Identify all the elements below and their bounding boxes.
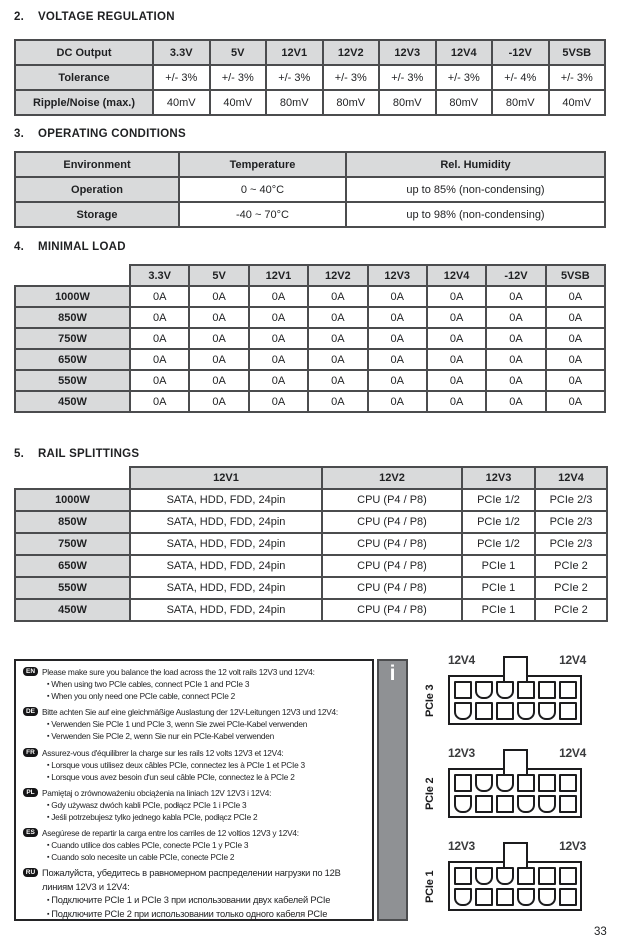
connector-name: PCIe 3 bbox=[424, 684, 436, 717]
balance-note-box bbox=[14, 659, 374, 921]
pin-rounded-icon bbox=[496, 867, 514, 885]
row-label: 750W bbox=[15, 533, 130, 555]
note-heading: Pamiętaj o zrównoważeniu obciążenia na liniach 12V 12V3 i 12V4: bbox=[42, 787, 272, 798]
note-bullet bbox=[47, 759, 367, 771]
bullet-text: Gdy używasz dwóch kabli PCIe, podłącz PCIe 1 i PCIe 3 bbox=[51, 799, 247, 810]
pin-rounded-icon bbox=[517, 888, 535, 906]
table-cell: 0A bbox=[546, 349, 605, 370]
note-bullet bbox=[47, 894, 367, 907]
table-cell: 0A bbox=[546, 286, 605, 307]
note-item bbox=[23, 827, 367, 863]
pin-square-icon bbox=[517, 681, 535, 699]
table-cell: 40mV bbox=[549, 90, 606, 115]
note-body bbox=[42, 747, 367, 783]
table-cell: 0A bbox=[130, 286, 189, 307]
table-cell: SATA, HDD, FDD, 24pin bbox=[130, 555, 322, 577]
table-cell: 0A bbox=[249, 286, 308, 307]
row-label: Ripple/Noise (max.) bbox=[15, 90, 153, 115]
note-bullet bbox=[47, 771, 367, 783]
pcie-connector-diagram bbox=[421, 654, 611, 725]
connector-diagrams bbox=[421, 654, 611, 933]
section-heading-rail-splittings bbox=[14, 447, 139, 461]
table-cell: SATA, HDD, FDD, 24pin bbox=[130, 599, 322, 621]
table-cell: 0 ~ 40°C bbox=[179, 177, 346, 202]
pin-square-icon bbox=[559, 702, 577, 720]
note-body bbox=[42, 706, 367, 742]
column-header: 3.3V bbox=[153, 40, 210, 65]
table-cell: 0A bbox=[189, 370, 248, 391]
pin-square-icon bbox=[517, 774, 535, 792]
note-bullet bbox=[47, 678, 367, 690]
section-title: VOLTAGE REGULATION bbox=[38, 11, 175, 23]
column-header: 3.3V bbox=[130, 265, 189, 286]
table-cell: PCIe 2/3 bbox=[535, 511, 607, 533]
table-cell: 80mV bbox=[323, 90, 380, 115]
note-heading: Asegúrese de repartir la carga entre los carriles de 12 voltios 12V3 y 12V4: bbox=[42, 828, 299, 839]
table-cell: SATA, HDD, FDD, 24pin bbox=[130, 511, 322, 533]
table-cell: 0A bbox=[130, 349, 189, 370]
column-header: 12V4 bbox=[535, 467, 607, 489]
pin-square-icon bbox=[538, 774, 556, 792]
column-header: 5VSB bbox=[549, 40, 606, 65]
table-cell: 0A bbox=[189, 286, 248, 307]
connector-outline bbox=[448, 675, 582, 725]
connector-name: PCIe 1 bbox=[424, 870, 436, 903]
table-cell: 0A bbox=[308, 391, 367, 412]
table-cell: 0A bbox=[427, 349, 486, 370]
table-cell: 40mV bbox=[153, 90, 210, 115]
table-row bbox=[15, 391, 605, 412]
pin-square-icon bbox=[475, 795, 493, 813]
table-cell: 0A bbox=[189, 328, 248, 349]
table-cell: 80mV bbox=[436, 90, 493, 115]
section-heading-minimal-load bbox=[14, 240, 126, 254]
pin-square-icon bbox=[559, 888, 577, 906]
table-cell: 0A bbox=[368, 391, 427, 412]
table-cell: -40 ~ 70°C bbox=[179, 202, 346, 227]
row-label: 450W bbox=[15, 391, 130, 412]
table-cell: PCIe 1/2 bbox=[462, 489, 535, 511]
pin-rounded-icon bbox=[517, 795, 535, 813]
pcie-connector-diagram bbox=[421, 840, 611, 911]
table-cell: +/- 3% bbox=[153, 65, 210, 90]
table-cell: 0A bbox=[427, 307, 486, 328]
table-cell: CPU (P4 / P8) bbox=[322, 511, 462, 533]
table-cell: 0A bbox=[486, 349, 545, 370]
bullet-icon: ▪ bbox=[47, 681, 50, 689]
language-badge: RU bbox=[23, 868, 38, 877]
pin-rounded-icon bbox=[454, 702, 472, 720]
table-cell: +/- 3% bbox=[549, 65, 606, 90]
column-header: 12V1 bbox=[266, 40, 323, 65]
column-header: 12V2 bbox=[323, 40, 380, 65]
table-row bbox=[15, 177, 605, 202]
note-bullet bbox=[47, 690, 367, 702]
table-cell: 0A bbox=[249, 391, 308, 412]
pin-square-icon bbox=[559, 681, 577, 699]
table-cell: 0A bbox=[546, 307, 605, 328]
column-header: Temperature bbox=[179, 152, 346, 177]
table-cell: 0A bbox=[249, 349, 308, 370]
row-label: Operation bbox=[15, 177, 179, 202]
rail-label-left: 12V3 bbox=[448, 839, 475, 853]
note-heading: Assurez-vous d'équilibrer la charge sur les rails 12 volts 12V3 et 12V4: bbox=[42, 747, 284, 758]
language-badge: FR bbox=[23, 748, 38, 757]
table-cell: SATA, HDD, FDD, 24pin bbox=[130, 577, 322, 599]
row-label: 650W bbox=[15, 349, 130, 370]
table-cell: up to 85% (non-condensing) bbox=[346, 177, 605, 202]
table-corner-cell bbox=[15, 467, 130, 489]
pin-square-icon bbox=[538, 681, 556, 699]
language-badge: EN bbox=[23, 667, 38, 676]
pin-rounded-icon bbox=[475, 681, 493, 699]
table-cell: 0A bbox=[189, 349, 248, 370]
pin-square-icon bbox=[559, 867, 577, 885]
table-cell: 0A bbox=[486, 286, 545, 307]
bullet-text: Lorsque vous avez besoin d'un seul câble PCIe, connectez le à PCIe 2 bbox=[51, 771, 295, 782]
rail-label-right: 12V4 bbox=[559, 746, 586, 760]
bullet-text: Подключите PCIe 1 и PCIe 3 при использовании двух кабелей PCIe bbox=[51, 895, 331, 906]
bullet-text: Подключите PCIe 2 при использовании только одного кабеля PCIe bbox=[51, 908, 328, 919]
note-bullet bbox=[47, 730, 367, 742]
table-cell: PCIe 1 bbox=[462, 555, 535, 577]
bullet-icon: ▪ bbox=[47, 897, 50, 905]
table-cell: 0A bbox=[308, 286, 367, 307]
rail-label-right: 12V3 bbox=[559, 839, 586, 853]
pin-square-icon bbox=[496, 795, 514, 813]
note-body bbox=[42, 827, 367, 863]
bullet-text: Lorsque vous utilisez deux câbles PCIe, connectez les à PCIe 1 et PCIe 3 bbox=[51, 759, 305, 770]
bullet-text: Jeśli potrzebujesz tylko jednego kabla PCIe, podłącz PCIe 2 bbox=[51, 812, 258, 823]
connector-outline bbox=[448, 768, 582, 818]
section-title: RAIL SPLITTINGS bbox=[38, 448, 140, 460]
table-cell: 0A bbox=[427, 328, 486, 349]
column-header: 5V bbox=[189, 265, 248, 286]
note-item bbox=[23, 747, 367, 783]
table-row bbox=[15, 555, 607, 577]
bullet-text: Cuando utilice dos cables PCIe, conecte PCIe 1 y PCIe 3 bbox=[51, 840, 249, 851]
row-label: 1000W bbox=[15, 489, 130, 511]
pin-rounded-icon bbox=[517, 702, 535, 720]
column-header: 12V3 bbox=[379, 40, 436, 65]
table-cell: PCIe 1 bbox=[462, 599, 535, 621]
table-header-row bbox=[15, 152, 605, 177]
column-header: 12V4 bbox=[427, 265, 486, 286]
table-cell: CPU (P4 / P8) bbox=[322, 599, 462, 621]
connector-name: PCIe 2 bbox=[424, 777, 436, 810]
bullet-icon: ▪ bbox=[47, 854, 50, 862]
table-cell: PCIe 1 bbox=[462, 577, 535, 599]
table-cell: 0A bbox=[308, 328, 367, 349]
rail-label-left: 12V4 bbox=[448, 653, 475, 667]
table-cell: CPU (P4 / P8) bbox=[322, 555, 462, 577]
pin-square-icon bbox=[496, 702, 514, 720]
table-cell: 0A bbox=[368, 307, 427, 328]
bullet-icon: ▪ bbox=[47, 761, 50, 769]
minimal-load-table bbox=[14, 264, 606, 413]
pin-rounded-icon bbox=[538, 888, 556, 906]
table-cell: SATA, HDD, FDD, 24pin bbox=[130, 533, 322, 555]
table-cell: 80mV bbox=[379, 90, 436, 115]
table-cell: 0A bbox=[427, 391, 486, 412]
pin-grid bbox=[454, 681, 577, 720]
table-cell: 0A bbox=[486, 328, 545, 349]
table-cell: 0A bbox=[486, 307, 545, 328]
connector-clip-tab bbox=[503, 842, 528, 867]
table-corner-cell bbox=[15, 265, 130, 286]
pin-rounded-icon bbox=[538, 702, 556, 720]
column-header: -12V bbox=[492, 40, 549, 65]
section-number: 2. bbox=[14, 11, 25, 23]
pin-grid bbox=[454, 774, 577, 813]
section-heading-voltage-regulation bbox=[14, 10, 175, 24]
section-number: 5. bbox=[14, 448, 25, 460]
table-cell: up to 98% (non-condensing) bbox=[346, 202, 605, 227]
table-row bbox=[15, 65, 605, 90]
table-row bbox=[15, 370, 605, 391]
table-cell: PCIe 2 bbox=[535, 555, 607, 577]
bullet-icon: ▪ bbox=[47, 814, 50, 822]
table-cell: 0A bbox=[546, 370, 605, 391]
bullet-icon: ▪ bbox=[47, 773, 50, 781]
note-bullet bbox=[47, 799, 367, 811]
pin-grid bbox=[454, 867, 577, 906]
note-item bbox=[23, 867, 367, 921]
table-row bbox=[15, 202, 605, 227]
note-bullet bbox=[47, 851, 367, 863]
table-cell: 80mV bbox=[492, 90, 549, 115]
table-row bbox=[15, 577, 607, 599]
note-bullet bbox=[47, 718, 367, 730]
table-cell: +/- 3% bbox=[323, 65, 380, 90]
table-cell: 0A bbox=[130, 391, 189, 412]
pin-rounded-icon bbox=[475, 774, 493, 792]
row-label: 1000W bbox=[15, 286, 130, 307]
rail-label-right: 12V4 bbox=[559, 653, 586, 667]
table-cell: 0A bbox=[427, 370, 486, 391]
info-icon: i bbox=[389, 662, 396, 685]
column-header: 12V1 bbox=[249, 265, 308, 286]
connector-clip-tab bbox=[503, 749, 528, 774]
section-number: 3. bbox=[14, 128, 25, 140]
note-heading: Bitte achten Sie auf eine gleichmäßige Auslastung der 12V-Leitungen 12V3 und 12V4: bbox=[42, 707, 338, 718]
column-header: 12V2 bbox=[322, 467, 462, 489]
pin-square-icon bbox=[475, 888, 493, 906]
table-cell: 40mV bbox=[210, 90, 267, 115]
bullet-text: Cuando solo necesite un cable PCIe, conecte PCIe 2 bbox=[51, 852, 235, 863]
column-header: DC Output bbox=[15, 40, 153, 65]
table-cell: PCIe 2/3 bbox=[535, 533, 607, 555]
table-cell: 80mV bbox=[266, 90, 323, 115]
table-cell: PCIe 2 bbox=[535, 599, 607, 621]
pin-square-icon bbox=[559, 795, 577, 813]
connector-clip-tab bbox=[503, 656, 528, 681]
bullet-icon: ▪ bbox=[47, 693, 50, 701]
note-body bbox=[42, 666, 367, 702]
rail-label-left: 12V3 bbox=[448, 746, 475, 760]
row-label: 550W bbox=[15, 577, 130, 599]
bullet-text: Verwenden Sie PCIe 2, wenn Sie nur ein PCIe-Kabel verwenden bbox=[51, 731, 275, 742]
note-item bbox=[23, 666, 367, 702]
pin-square-icon bbox=[475, 702, 493, 720]
notes-list bbox=[23, 666, 367, 921]
table-cell: SATA, HDD, FDD, 24pin bbox=[130, 489, 322, 511]
column-header: 5VSB bbox=[546, 265, 605, 286]
table-cell: PCIe 2/3 bbox=[535, 489, 607, 511]
table-cell: +/- 3% bbox=[210, 65, 267, 90]
table-cell: 0A bbox=[308, 349, 367, 370]
page-number: 33 bbox=[594, 926, 607, 938]
note-item bbox=[23, 787, 367, 823]
table-cell: CPU (P4 / P8) bbox=[322, 533, 462, 555]
section-title: OPERATING CONDITIONS bbox=[38, 128, 186, 140]
info-bar bbox=[377, 659, 408, 921]
table-cell: PCIe 1/2 bbox=[462, 533, 535, 555]
note-body bbox=[42, 787, 367, 823]
bullet-icon: ▪ bbox=[47, 801, 50, 809]
table-cell: 0A bbox=[249, 307, 308, 328]
row-label: 650W bbox=[15, 555, 130, 577]
column-header: Environment bbox=[15, 152, 179, 177]
table-row bbox=[15, 90, 605, 115]
bullet-icon: ▪ bbox=[47, 910, 50, 918]
pin-square-icon bbox=[559, 774, 577, 792]
row-label: Tolerance bbox=[15, 65, 153, 90]
table-cell: PCIe 2 bbox=[535, 577, 607, 599]
table-cell: 0A bbox=[427, 286, 486, 307]
operating-conditions-table bbox=[14, 151, 606, 228]
table-cell: +/- 3% bbox=[436, 65, 493, 90]
row-label: 450W bbox=[15, 599, 130, 621]
pin-rounded-icon bbox=[454, 888, 472, 906]
table-header-row bbox=[15, 467, 607, 489]
column-header: 5V bbox=[210, 40, 267, 65]
voltage-regulation-table bbox=[14, 39, 606, 116]
language-badge: PL bbox=[23, 788, 38, 797]
table-cell: 0A bbox=[189, 391, 248, 412]
table-cell: +/- 3% bbox=[266, 65, 323, 90]
row-label: 850W bbox=[15, 511, 130, 533]
table-cell: 0A bbox=[486, 370, 545, 391]
table-cell: 0A bbox=[486, 391, 545, 412]
pin-square-icon bbox=[454, 681, 472, 699]
table-row bbox=[15, 307, 605, 328]
column-header: -12V bbox=[486, 265, 545, 286]
bullet-icon: ▪ bbox=[47, 733, 50, 741]
section-heading-operating-conditions bbox=[14, 127, 186, 141]
row-label: 550W bbox=[15, 370, 130, 391]
table-row bbox=[15, 328, 605, 349]
section-title: MINIMAL LOAD bbox=[38, 241, 126, 253]
column-header: 12V3 bbox=[368, 265, 427, 286]
note-item bbox=[23, 706, 367, 742]
table-cell: CPU (P4 / P8) bbox=[322, 577, 462, 599]
pin-rounded-icon bbox=[496, 681, 514, 699]
note-bullet bbox=[47, 839, 367, 851]
table-row bbox=[15, 533, 607, 555]
table-cell: 0A bbox=[130, 370, 189, 391]
table-cell: 0A bbox=[368, 328, 427, 349]
table-cell: 0A bbox=[130, 307, 189, 328]
pin-rounded-icon bbox=[496, 774, 514, 792]
table-header-row bbox=[15, 265, 605, 286]
table-header-row bbox=[15, 40, 605, 65]
bullet-icon: ▪ bbox=[47, 721, 50, 729]
pin-rounded-icon bbox=[538, 795, 556, 813]
column-header: 12V3 bbox=[462, 467, 535, 489]
column-header: 12V1 bbox=[130, 467, 322, 489]
table-cell: 0A bbox=[368, 370, 427, 391]
table-cell: 0A bbox=[368, 286, 427, 307]
pin-square-icon bbox=[454, 867, 472, 885]
table-cell: 0A bbox=[368, 349, 427, 370]
table-row bbox=[15, 286, 605, 307]
pin-square-icon bbox=[517, 867, 535, 885]
table-cell: 0A bbox=[308, 370, 367, 391]
row-label: 850W bbox=[15, 307, 130, 328]
bullet-text: When using two PCIe cables, connect PCIe 1 and PCIe 3 bbox=[51, 679, 250, 690]
table-cell: +/- 4% bbox=[492, 65, 549, 90]
pin-square-icon bbox=[538, 867, 556, 885]
column-header: 12V2 bbox=[308, 265, 367, 286]
rail-splittings-table bbox=[14, 466, 608, 622]
table-cell: 0A bbox=[249, 370, 308, 391]
table-cell: 0A bbox=[546, 391, 605, 412]
note-body bbox=[42, 867, 367, 921]
note-bullet bbox=[47, 908, 367, 921]
table-cell: CPU (P4 / P8) bbox=[322, 489, 462, 511]
table-cell: 0A bbox=[308, 307, 367, 328]
connector-outline bbox=[448, 861, 582, 911]
note-bullet bbox=[47, 811, 367, 823]
table-row bbox=[15, 349, 605, 370]
pcie-connector-diagram bbox=[421, 747, 611, 818]
language-badge: DE bbox=[23, 707, 38, 716]
column-header: Rel. Humidity bbox=[346, 152, 605, 177]
row-label: 750W bbox=[15, 328, 130, 349]
table-cell: 0A bbox=[249, 328, 308, 349]
table-row bbox=[15, 511, 607, 533]
pin-square-icon bbox=[454, 774, 472, 792]
bullet-icon: ▪ bbox=[47, 842, 50, 850]
pin-rounded-icon bbox=[454, 795, 472, 813]
section-number: 4. bbox=[14, 241, 25, 253]
column-header: 12V4 bbox=[436, 40, 493, 65]
note-heading: Пожалуйста, убедитесь в равномерном распределении нагрузки по 12В линиям 12V3 и 12V4: bbox=[42, 868, 341, 892]
table-cell: PCIe 1/2 bbox=[462, 511, 535, 533]
table-cell: +/- 3% bbox=[379, 65, 436, 90]
bullet-text: When you only need one PCIe cable, connect PCIe 2 bbox=[51, 691, 236, 702]
table-cell: 0A bbox=[546, 328, 605, 349]
table-cell: 0A bbox=[130, 328, 189, 349]
note-heading: Please make sure you balance the load across the 12 volt rails 12V3 und 12V4: bbox=[42, 667, 315, 677]
language-badge: ES bbox=[23, 828, 38, 837]
bullet-text: Verwenden Sie PCIe 1 und PCIe 3, wenn Sie zwei PCIe-Kabel verwenden bbox=[51, 719, 308, 730]
table-row bbox=[15, 489, 607, 511]
pin-rounded-icon bbox=[475, 867, 493, 885]
row-label: Storage bbox=[15, 202, 179, 227]
table-cell: 0A bbox=[189, 307, 248, 328]
pin-square-icon bbox=[496, 888, 514, 906]
table-row bbox=[15, 599, 607, 621]
